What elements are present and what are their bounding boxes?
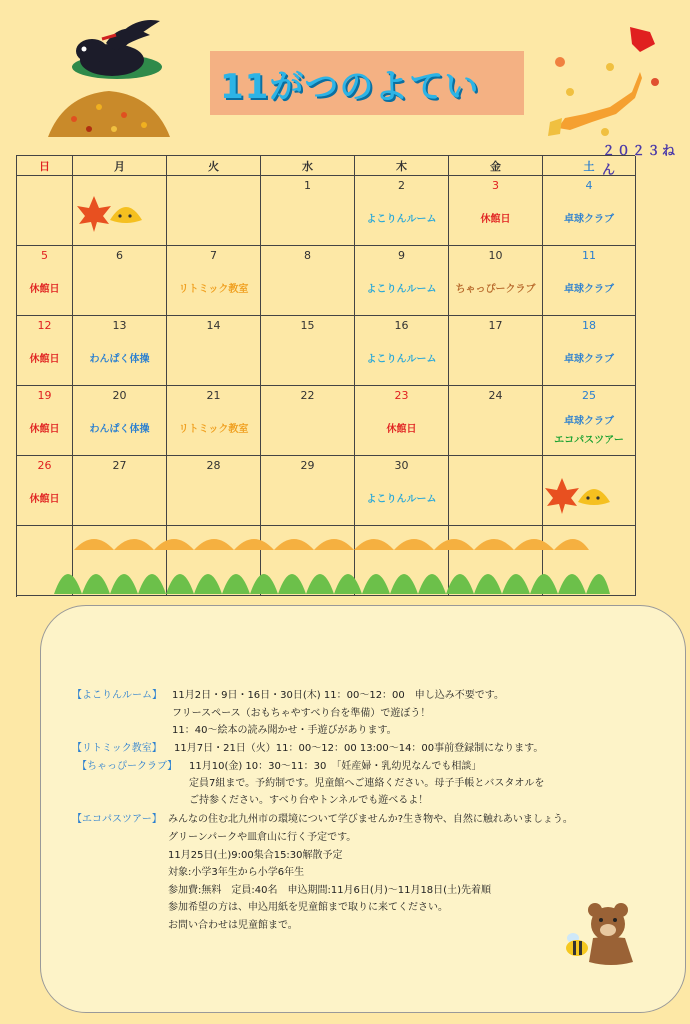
year-label: ２０２３ねん bbox=[602, 144, 678, 178]
day-number: 5 bbox=[41, 249, 48, 262]
calendar-day bbox=[449, 316, 543, 386]
day-event: よこりんルーム bbox=[366, 494, 437, 505]
calendar-day bbox=[261, 316, 355, 386]
day-event: よこりんルーム bbox=[366, 354, 437, 365]
eco-line-5: 参加費:無料 定員:40名 申込期間:11月6日(月)〜11月18日(土)先着順 bbox=[168, 885, 491, 896]
eco-line-4: 対象:小学3年生から小学6年生 bbox=[168, 867, 305, 878]
calendar-day bbox=[261, 176, 355, 246]
ginkgo-leaf-icon bbox=[574, 482, 614, 516]
calendar-day bbox=[17, 456, 73, 526]
day-number: 9 bbox=[398, 249, 405, 262]
info-panel bbox=[40, 605, 686, 1013]
day-event: 休館日 bbox=[480, 214, 511, 225]
calendar-day bbox=[355, 176, 449, 246]
calendar-day bbox=[17, 176, 73, 246]
calendar-day bbox=[449, 456, 543, 526]
day-number: 14 bbox=[206, 319, 221, 332]
day-event: ちゃっぴークラブ bbox=[455, 284, 536, 295]
calendar-day bbox=[355, 316, 449, 386]
weekday-header: 金 bbox=[449, 156, 543, 176]
day-event: 卓球クラブ bbox=[564, 354, 614, 365]
weekday-header: 火 bbox=[167, 156, 261, 176]
day-number: 29 bbox=[300, 459, 315, 472]
rabbit-icon bbox=[62, 15, 168, 85]
weekday-header: 水 bbox=[261, 156, 355, 176]
weekday-header: 月 bbox=[73, 156, 167, 176]
day-number: 27 bbox=[112, 459, 127, 472]
calendar-day bbox=[355, 246, 449, 316]
eco-line-3: 11月25日(土)9:00集合15:30解散予定 bbox=[168, 850, 343, 861]
calendar-day bbox=[261, 456, 355, 526]
day-event: わんぱく体操 bbox=[89, 354, 150, 365]
day-number: 21 bbox=[206, 389, 221, 402]
day-number: 8 bbox=[304, 249, 311, 262]
calendar-day bbox=[261, 246, 355, 316]
yokorin-line-1: 11月2日・9日・16日・30日(木) 11：00〜12：00 申し込み不要です。 bbox=[172, 690, 504, 701]
calendar-day bbox=[167, 386, 261, 456]
day-number: 6 bbox=[116, 249, 123, 262]
day-event: 休館日 bbox=[386, 424, 417, 435]
calendar-day bbox=[73, 386, 167, 456]
day-event: 休館日 bbox=[29, 354, 60, 365]
title-box bbox=[210, 51, 524, 115]
hills-icon bbox=[54, 524, 610, 596]
eco-line-1: みんなの住む北九州市の環境について学びませんか?生き物や、自然に触れあいましょう。 bbox=[168, 814, 573, 825]
day-number: 18 bbox=[582, 319, 596, 332]
calendar-day bbox=[543, 386, 636, 456]
day-number: 25 bbox=[582, 389, 596, 402]
day-event: リトミック教室 bbox=[178, 284, 249, 295]
calendar-day bbox=[261, 386, 355, 456]
calendar-day bbox=[167, 456, 261, 526]
japan-map-icon bbox=[540, 22, 670, 142]
calendar-day bbox=[355, 456, 449, 526]
calendar-day bbox=[449, 176, 543, 246]
calendar-day bbox=[543, 246, 636, 316]
day-event: リトミック教室 bbox=[178, 424, 249, 435]
rhythmic-line-1: 11月7日・21日（火）11：00〜12：00 13:00〜14：00事前登録制になります。 bbox=[174, 743, 544, 754]
day-number: 19 bbox=[37, 389, 52, 402]
bee-icon bbox=[563, 932, 591, 958]
eco-line-7: お問い合わせは児童館まで。 bbox=[168, 920, 298, 931]
day-number: 11 bbox=[582, 249, 596, 262]
day-event: エコパスツアー bbox=[554, 435, 624, 446]
day-number: 22 bbox=[300, 389, 315, 402]
day-number: 24 bbox=[488, 389, 503, 402]
day-event: 休館日 bbox=[29, 284, 60, 295]
calendar-day bbox=[167, 176, 261, 246]
chappy-line-3: ご持参ください。すべり台やトンネルでも遊べるよ！ bbox=[189, 795, 429, 806]
day-event: よこりんルーム bbox=[366, 214, 437, 225]
yokorin-tag: 【よこりんルーム】 bbox=[72, 690, 162, 701]
calendar-day bbox=[449, 386, 543, 456]
weekday-header: 日 bbox=[17, 156, 73, 176]
calendar-day bbox=[543, 176, 636, 246]
calendar-day bbox=[73, 246, 167, 316]
day-number: 23 bbox=[394, 389, 409, 402]
chappy-tag: 【ちゃっぴークラブ】 bbox=[77, 761, 178, 772]
calendar-day bbox=[167, 316, 261, 386]
day-number: 17 bbox=[488, 319, 503, 332]
day-number: 20 bbox=[112, 389, 127, 402]
day-event: 休館日 bbox=[29, 494, 60, 505]
calendar-day bbox=[167, 246, 261, 316]
day-number: 1 bbox=[304, 179, 311, 192]
leaf-pile-icon bbox=[44, 85, 174, 140]
rhythmic-tag: 【リトミック教室】 bbox=[72, 743, 162, 754]
yokorin-line-2: フリースペース（おもちゃやすべり台を準備）で遊ぼう！ bbox=[172, 708, 431, 719]
chappy-line-1: 11月10(金) 10：30〜11：30 「妊産婦・乳幼児なんでも相談」 bbox=[189, 761, 482, 772]
calendar-day bbox=[543, 316, 636, 386]
day-number: 7 bbox=[210, 249, 217, 262]
day-number: 3 bbox=[492, 179, 499, 192]
day-number: 13 bbox=[112, 319, 127, 332]
weekday-header: 土 bbox=[543, 156, 636, 176]
page-title: 11がつのよてい bbox=[220, 66, 480, 107]
calendar-day bbox=[17, 386, 73, 456]
day-number: 2 bbox=[398, 179, 405, 192]
day-event: よこりんルーム bbox=[366, 284, 437, 295]
ginkgo-leaf-icon bbox=[106, 200, 146, 234]
day-number: 12 bbox=[37, 319, 52, 332]
day-event: 休館日 bbox=[29, 424, 60, 435]
calendar-day bbox=[449, 246, 543, 316]
calendar-day bbox=[355, 386, 449, 456]
eco-tag: 【エコパスツアー】 bbox=[72, 814, 162, 825]
day-number: 15 bbox=[300, 319, 315, 332]
day-number: 4 bbox=[585, 179, 593, 192]
day-number: 10 bbox=[488, 249, 503, 262]
calendar-day bbox=[17, 246, 73, 316]
day-number: 26 bbox=[37, 459, 52, 472]
day-event: 卓球クラブ bbox=[564, 416, 614, 427]
day-event: 卓球クラブ bbox=[564, 214, 614, 225]
day-event: 卓球クラブ bbox=[564, 284, 614, 295]
day-number: 30 bbox=[394, 459, 409, 472]
eco-line-2: グリーンパークや皿倉山に行く予定です。 bbox=[168, 832, 357, 843]
calendar-day bbox=[73, 456, 167, 526]
calendar-day bbox=[73, 316, 167, 386]
day-number: 28 bbox=[206, 459, 221, 472]
weekday-header: 木 bbox=[355, 156, 449, 176]
yokorin-line-3: 11：40〜絵本の読み聞かせ・手遊びがあります。 bbox=[172, 725, 397, 736]
calendar-day bbox=[17, 316, 73, 386]
day-number: 16 bbox=[394, 319, 409, 332]
eco-line-6: 参加希望の方は、申込用紙を児童館まで取りに来てください。 bbox=[168, 902, 448, 913]
day-event: わんぱく体操 bbox=[89, 424, 150, 435]
chappy-line-2: 定員7組まで。予約制です。児童館へご連絡ください。母子手帳とバスタオルを bbox=[189, 778, 545, 789]
